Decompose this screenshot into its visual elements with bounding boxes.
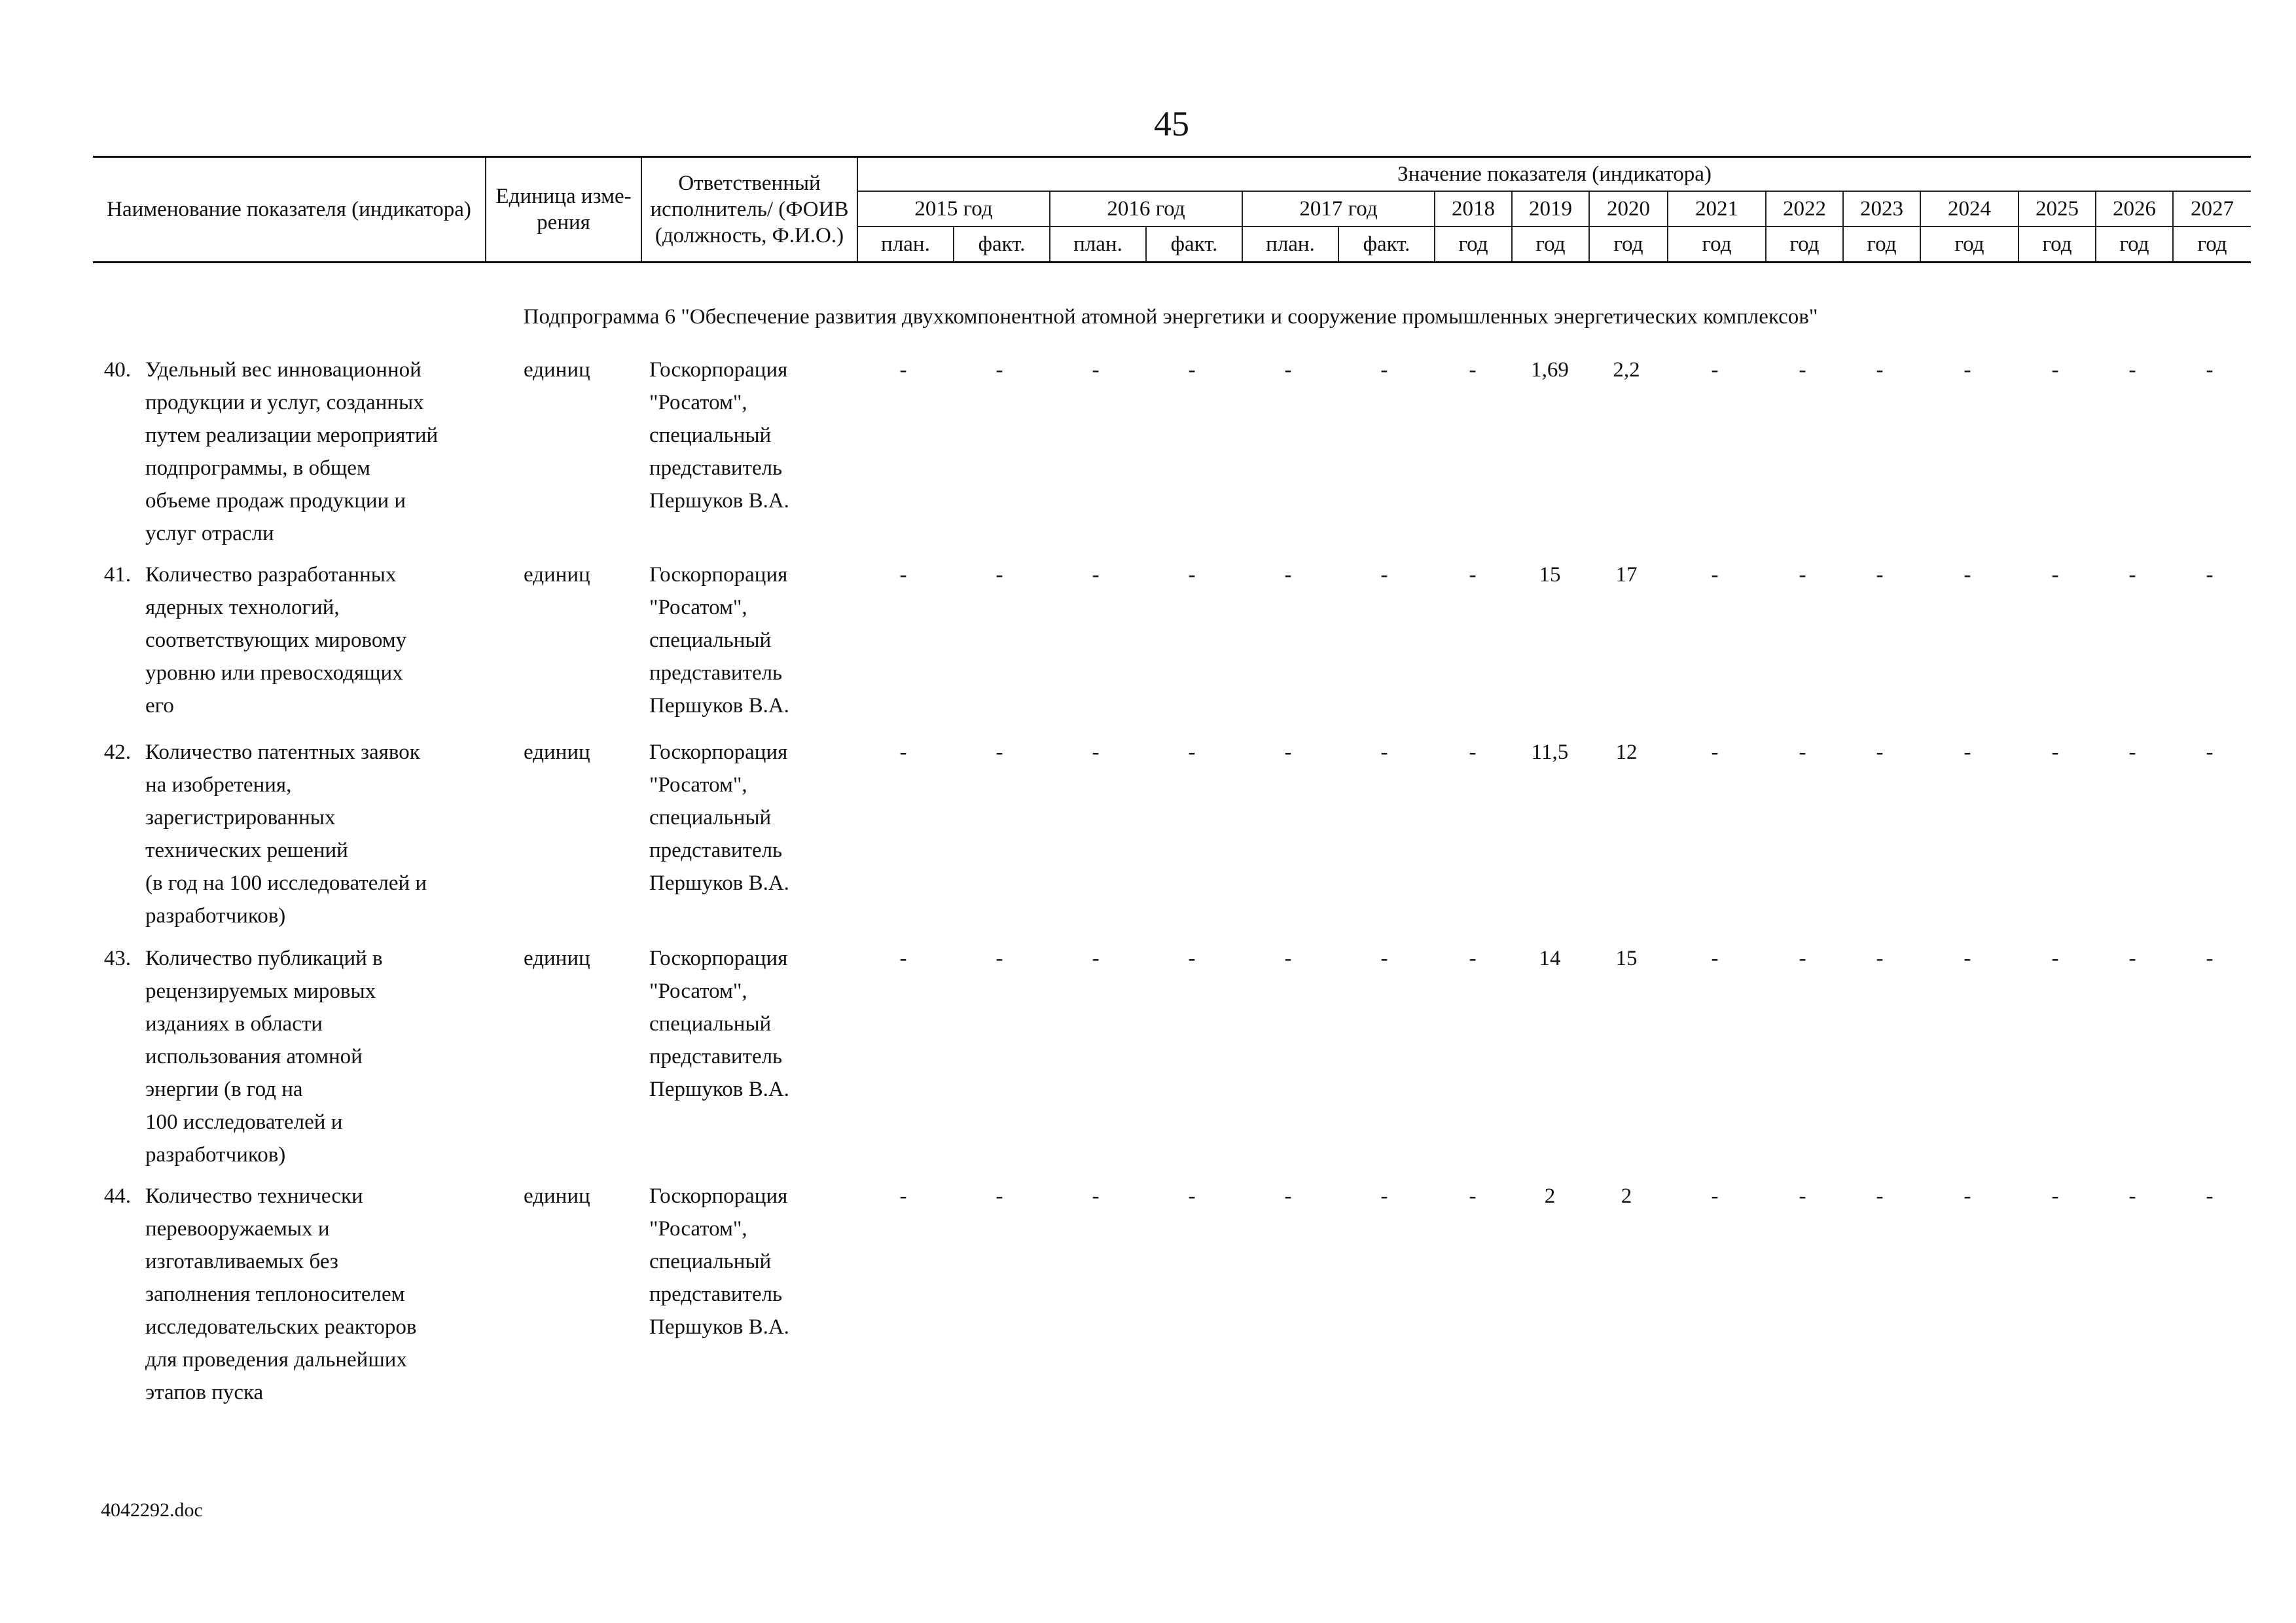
- value-cell: -: [2051, 1184, 2059, 1208]
- value-cell: 12: [1615, 740, 1638, 764]
- header-god: год: [2018, 227, 2096, 263]
- value-cell: -: [996, 947, 1003, 970]
- value-cell: -: [1964, 947, 1971, 970]
- value-cell: 2,2: [1613, 358, 1640, 382]
- header-year-2027: 2027: [2173, 191, 2251, 227]
- header-god: год: [1766, 227, 1843, 263]
- value-cell: -: [1799, 1184, 1806, 1208]
- responsible-cell: Госкорпорация "Росатом", специальный представитель Першуков В.А.: [649, 1184, 789, 1339]
- value-cell: 1,69: [1531, 358, 1569, 382]
- responsible-cell: Госкорпорация "Росатом", специальный представитель Першуков В.А.: [649, 947, 789, 1101]
- value-cell: -: [1188, 563, 1196, 587]
- value-cell: -: [1876, 740, 1884, 764]
- header-plan: план.: [1050, 227, 1146, 263]
- value-cell: -: [1380, 358, 1388, 382]
- value-cell: -: [1711, 947, 1719, 970]
- row-number: 41.: [103, 563, 131, 587]
- header-year-2018: 2018: [1435, 191, 1512, 227]
- value-cell: -: [2128, 358, 2136, 382]
- value-cell: 2: [1544, 1184, 1556, 1208]
- value-cell: -: [1711, 740, 1719, 764]
- value-cell: -: [1711, 563, 1719, 587]
- indicator-name: Количество патентных заявок на изобретения, зарегистрированных технических решений (в год на 100 исследователей и разработчиков): [145, 740, 427, 928]
- value-cell: -: [1284, 1184, 1292, 1208]
- header-year-2020: 2020: [1589, 191, 1668, 227]
- value-cell: -: [2051, 740, 2059, 764]
- value-cell: 17: [1615, 563, 1638, 587]
- row-number: 44.: [103, 1184, 131, 1208]
- value-cell: -: [1799, 740, 1806, 764]
- value-cell: -: [1964, 1184, 1971, 1208]
- header-god: год: [1512, 227, 1589, 263]
- value-cell: -: [1284, 947, 1292, 970]
- header-year-2017: 2017 год: [1242, 191, 1435, 227]
- value-cell: -: [1469, 947, 1477, 970]
- header-indicator-name: Наименование показателя (индикатора): [93, 157, 486, 263]
- value-cell: -: [1469, 1184, 1477, 1208]
- value-cell: 15: [1615, 947, 1638, 970]
- header-plan: план.: [1242, 227, 1338, 263]
- value-cell: -: [2206, 740, 2214, 764]
- value-cell: -: [1188, 740, 1196, 764]
- value-cell: -: [1876, 947, 1884, 970]
- value-cell: -: [1284, 563, 1292, 587]
- header-year-2024: 2024: [1920, 191, 2018, 227]
- value-cell: -: [899, 740, 907, 764]
- responsible-cell: Госкорпорация "Росатом", специальный представитель Першуков В.А.: [649, 358, 789, 513]
- indicator-name: Количество разработанных ядерных технологий, соответствующих мировому уровню или превосходящих его: [145, 563, 407, 718]
- value-cell: -: [2051, 358, 2059, 382]
- header-plan: план.: [857, 227, 954, 263]
- value-cell: -: [1092, 1184, 1100, 1208]
- value-cell: -: [2051, 563, 2059, 587]
- value-cell: -: [996, 1184, 1003, 1208]
- value-cell: 15: [1539, 563, 1561, 587]
- value-cell: -: [1284, 358, 1292, 382]
- header-god: год: [1589, 227, 1668, 263]
- header-responsible: Ответственный исполнитель/ (ФОИВ (должность, Ф.И.О.): [641, 157, 857, 263]
- value-cell: -: [1876, 563, 1884, 587]
- value-cell: -: [2206, 563, 2214, 587]
- value-cell: -: [2206, 358, 2214, 382]
- value-cell: -: [899, 563, 907, 587]
- table-header: [93, 156, 2251, 263]
- value-cell: -: [2128, 740, 2136, 764]
- value-cell: -: [1092, 358, 1100, 382]
- value-cell: -: [1380, 947, 1388, 970]
- responsible-cell: Госкорпорация "Росатом", специальный представитель Першуков В.А.: [649, 740, 789, 895]
- value-cell: -: [1380, 1184, 1388, 1208]
- header-year-2025: 2025: [2018, 191, 2096, 227]
- value-cell: -: [1799, 563, 1806, 587]
- indicator-name: Количество технически перевооружаемых и изготавливаемых без заполнения теплоносителем исследовательских реакторов для проведения дальнейших этапов пуска: [145, 1184, 417, 1404]
- value-cell: -: [996, 358, 1003, 382]
- indicator-name: Удельный вес инновационной продукции и услуг, созданных путем реализации мероприятий подпрограммы, в общем объеме продаж продукции и услуг отрасли: [145, 358, 439, 545]
- value-cell: 2: [1621, 1184, 1632, 1208]
- header-god: год: [1668, 227, 1766, 263]
- page-number: 45: [1154, 104, 1189, 143]
- value-cell: -: [1188, 947, 1196, 970]
- header-god: год: [1435, 227, 1512, 263]
- header-year-2015: 2015 год: [857, 191, 1050, 227]
- value-cell: -: [1799, 358, 1806, 382]
- value-cell: -: [1188, 358, 1196, 382]
- value-cell: 14: [1539, 947, 1561, 970]
- value-cell: -: [996, 563, 1003, 587]
- header-year-2016: 2016 год: [1050, 191, 1242, 227]
- row-number: 40.: [103, 358, 131, 382]
- value-cell: -: [1799, 947, 1806, 970]
- unit-cell: единиц: [524, 1184, 590, 1208]
- footer-filename: 4042292.doc: [101, 1499, 203, 1521]
- responsible-cell: Госкорпорация "Росатом", специальный представитель Першуков В.А.: [649, 563, 789, 718]
- value-cell: -: [1092, 563, 1100, 587]
- header-values: Значение показателя (индикатора): [857, 157, 2251, 192]
- header-god: год: [1843, 227, 1920, 263]
- value-cell: -: [1711, 358, 1719, 382]
- value-cell: -: [1284, 740, 1292, 764]
- value-cell: -: [996, 740, 1003, 764]
- header-year-2019: 2019: [1512, 191, 1589, 227]
- row-number: 42.: [103, 740, 131, 764]
- value-cell: -: [1380, 563, 1388, 587]
- value-cell: -: [899, 358, 907, 382]
- row-number: 43.: [103, 947, 131, 970]
- unit-cell: единиц: [524, 563, 590, 587]
- header-unit: Единица изме-рения: [486, 157, 641, 263]
- value-cell: -: [899, 947, 907, 970]
- value-cell: -: [2206, 947, 2214, 970]
- header-god: год: [2096, 227, 2173, 263]
- header-year-2021: 2021: [1668, 191, 1766, 227]
- value-cell: -: [2206, 1184, 2214, 1208]
- value-cell: -: [899, 1184, 907, 1208]
- value-cell: -: [2051, 947, 2059, 970]
- subprogram-title: Подпрограмма 6 "Обеспечение развития двухкомпонентной атомной энергетики и сооружение промышленных энергетических комплексов": [523, 305, 1818, 329]
- header-god: год: [2173, 227, 2251, 263]
- value-cell: -: [2128, 1184, 2136, 1208]
- header-fact: факт.: [954, 227, 1050, 263]
- value-cell: -: [2128, 563, 2136, 587]
- header-year-2026: 2026: [2096, 191, 2173, 227]
- value-cell: -: [1469, 563, 1477, 587]
- value-cell: -: [1380, 740, 1388, 764]
- unit-cell: единиц: [524, 740, 590, 764]
- header-year-2023: 2023: [1843, 191, 1920, 227]
- value-cell: 11,5: [1531, 740, 1569, 764]
- value-cell: -: [1092, 947, 1100, 970]
- header-god: год: [1920, 227, 2018, 263]
- value-cell: -: [1092, 740, 1100, 764]
- value-cell: -: [1469, 740, 1477, 764]
- value-cell: -: [1469, 358, 1477, 382]
- unit-cell: единиц: [524, 358, 590, 382]
- header-fact: факт.: [1146, 227, 1242, 263]
- unit-cell: единиц: [524, 947, 590, 970]
- header-year-2022: 2022: [1766, 191, 1843, 227]
- value-cell: -: [1188, 1184, 1196, 1208]
- value-cell: -: [1964, 358, 1971, 382]
- value-cell: -: [1876, 358, 1884, 382]
- value-cell: -: [2128, 947, 2136, 970]
- value-cell: -: [1876, 1184, 1884, 1208]
- header-fact: факт.: [1338, 227, 1435, 263]
- value-cell: -: [1964, 740, 1971, 764]
- value-cell: -: [1711, 1184, 1719, 1208]
- indicator-name: Количество публикаций в рецензируемых мировых изданиях в области использования атомной энергии (в год на 100 исследователей и разработчиков): [145, 947, 383, 1167]
- value-cell: -: [1964, 563, 1971, 587]
